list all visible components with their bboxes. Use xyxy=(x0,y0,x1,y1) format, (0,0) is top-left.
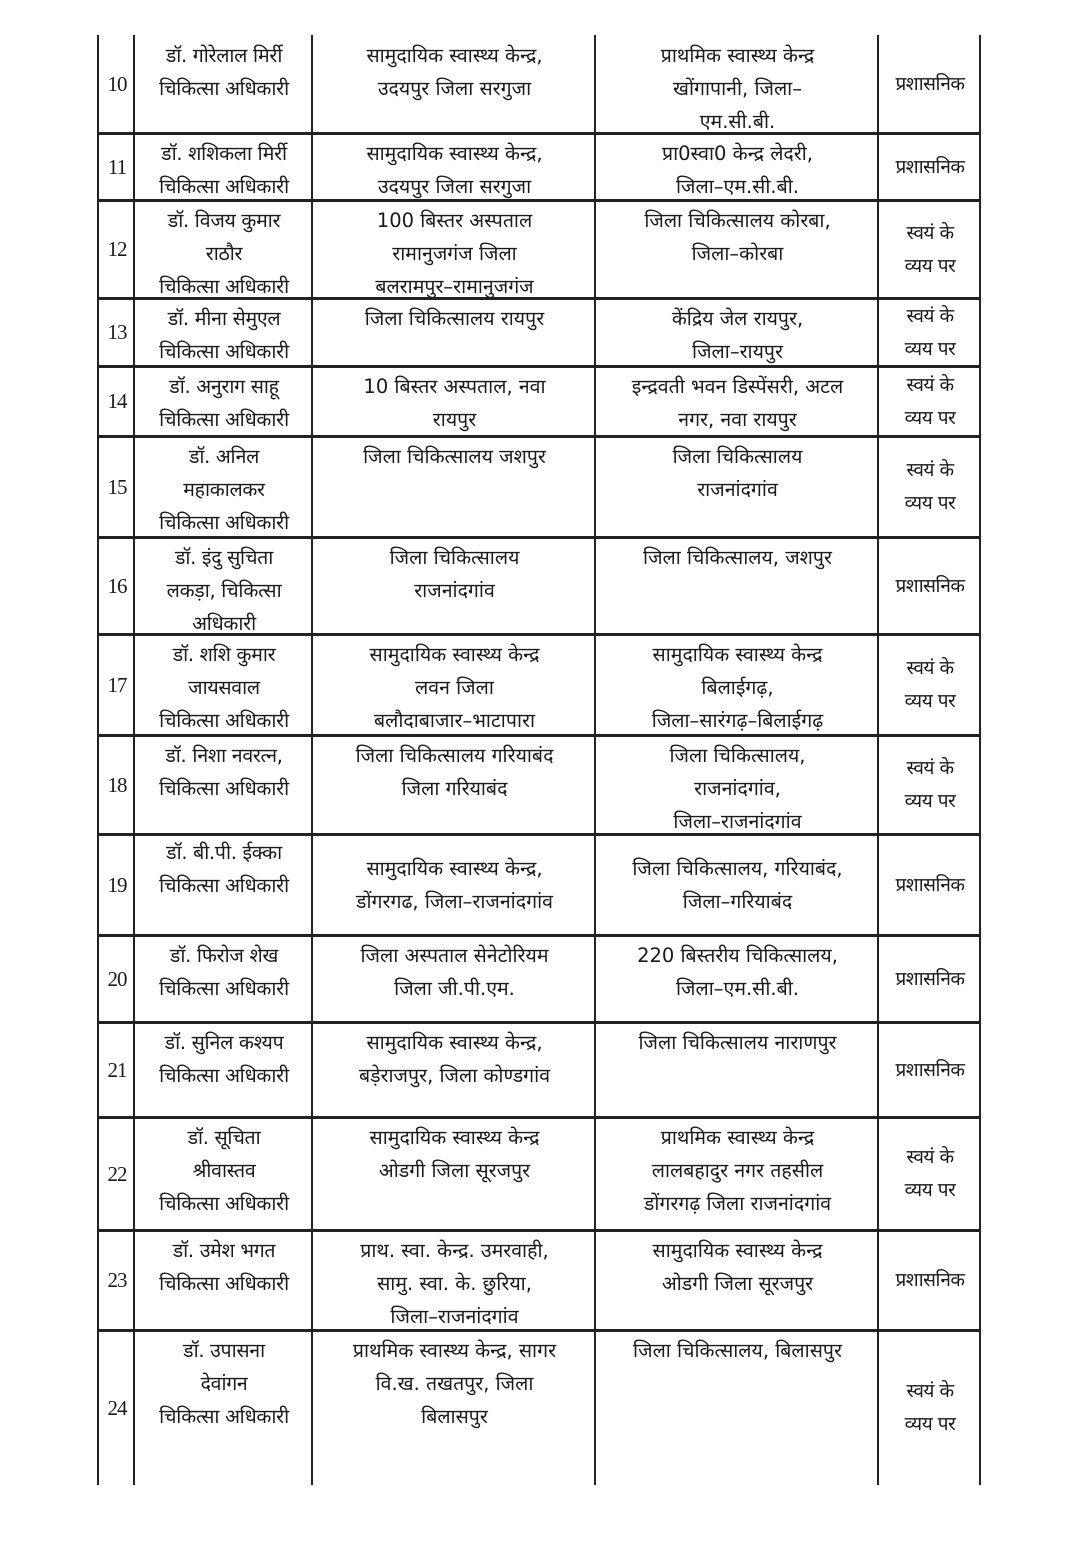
transfer-type-line: प्रशासनिक xyxy=(895,967,965,990)
new-posting-line: जिला चिकित्सालय, बिलासपुर xyxy=(633,1339,842,1362)
current-posting-line: सामुदायिक स्वास्थ्य केन्द्र xyxy=(369,643,540,666)
current-posting-line: सामुदायिक स्वास्थ्य केन्द्र xyxy=(369,1126,540,1149)
new-posting-line: एम.सी.बी. xyxy=(699,110,776,132)
serial-number: 23 xyxy=(107,1268,127,1292)
transfer-type-line: व्यय पर xyxy=(904,790,956,812)
officer-name-line: डॉ. शशि कुमार xyxy=(172,643,276,666)
transfer-type-line: व्यय पर xyxy=(904,1413,956,1435)
current-posting-line: जिला जी.पी.एम. xyxy=(394,977,515,1000)
new-posting xyxy=(597,438,878,536)
transfer-type-line: व्यय पर xyxy=(904,492,956,514)
new-posting xyxy=(597,1232,878,1329)
transfer-type xyxy=(880,539,980,633)
officer-name xyxy=(136,539,312,633)
new-posting xyxy=(597,836,878,934)
new-posting-line: जिला–राजनांदगांव xyxy=(673,810,802,833)
new-posting-line: जिला–एम.सी.बी. xyxy=(676,977,799,1000)
officer-name-line: चिकित्सा अधिकारी xyxy=(159,777,289,800)
serial-number: 20 xyxy=(107,966,127,991)
officer-name-line: डॉ. गोरेलाल मिर्री xyxy=(165,44,283,67)
current-posting-line: सामु. स्वा. के. छुरिया, xyxy=(377,1272,532,1295)
current-posting-line: बड़ेराजपुर, जिला कोण्डगांव xyxy=(358,1064,551,1087)
new-posting-line: इन्द्रवती भवन डिस्पेंसरी, अटल xyxy=(631,375,844,398)
officer-name xyxy=(136,368,312,435)
officer-name-line: श्रीवास्तव xyxy=(192,1159,256,1182)
current-posting xyxy=(314,37,595,132)
serial-number: 22 xyxy=(107,1161,127,1186)
current-posting-line: रामानुजगंज जिला xyxy=(392,242,517,265)
current-posting-line: सामुदायिक स्वास्थ्य केन्द्र, xyxy=(366,857,543,880)
current-posting-line: लवन जिला xyxy=(415,676,494,699)
officer-name-line: जायसवाल xyxy=(188,676,260,699)
current-posting xyxy=(314,300,595,365)
transfer-type-line: प्रशासनिक xyxy=(895,1058,965,1081)
new-posting-line: जिला चिकित्सालय, xyxy=(669,744,806,767)
current-posting xyxy=(314,937,595,1021)
current-posting-line: जिला अस्पताल सेनेटोरियम xyxy=(360,944,549,967)
new-posting-line: जिला–गरियाबंद xyxy=(682,890,793,913)
transfer-type-line: प्रशासनिक xyxy=(895,73,965,95)
officer-name-line: चिकित्सा अधिकारी xyxy=(159,1272,289,1295)
current-posting-line: प्राथ. स्वा. केन्द्र. उमरवाही, xyxy=(360,1239,549,1262)
officer-name xyxy=(136,37,312,132)
transfer-type xyxy=(880,1232,980,1329)
transfer-type-line: स्वयं के xyxy=(906,1146,954,1168)
officer-name-line: चिकित्सा अधिकारी xyxy=(159,275,289,297)
table-border-left xyxy=(97,35,99,1485)
officer-name-line: डॉ. सूचिता xyxy=(187,1126,261,1149)
transfer-type-line: व्यय पर xyxy=(904,690,956,712)
current-posting-line: राजनांदगांव xyxy=(414,579,495,602)
officer-name-line: चिकित्सा अधिकारी xyxy=(159,1064,289,1087)
officer-name-line: डॉ. विजय कुमार xyxy=(167,209,281,232)
current-posting-line: बिलासपुर xyxy=(421,1405,488,1428)
officer-name-line: डॉ. उमेश भगत xyxy=(172,1239,276,1262)
new-posting xyxy=(597,1332,878,1484)
current-posting xyxy=(314,1119,595,1229)
current-posting-line: 100 बिस्तर अस्पताल xyxy=(376,209,533,232)
officer-name xyxy=(136,135,312,199)
transfer-type-line: स्वयं के xyxy=(906,304,954,327)
new-posting xyxy=(597,539,878,633)
transfer-type-line: व्यय पर xyxy=(904,1179,956,1201)
current-posting-line: सामुदायिक स्वास्थ्य केन्द्र, xyxy=(366,1031,543,1054)
current-posting-line: जिला चिकित्सालय जशपुर xyxy=(363,445,546,468)
serial-number: 17 xyxy=(107,672,127,697)
officer-name-line: देवांगन xyxy=(200,1372,248,1395)
new-posting-line: जिला चिकित्सालय कोरबा, xyxy=(644,209,831,232)
officer-name-line: लकड़ा, चिकित्सा xyxy=(166,579,282,602)
officer-name xyxy=(136,937,312,1021)
officer-name-line: चिकित्सा अधिकारी xyxy=(159,977,289,1000)
new-posting-line: जिला–एम.सी.बी. xyxy=(676,175,799,198)
new-posting xyxy=(597,202,878,297)
new-posting xyxy=(597,636,878,734)
officer-name xyxy=(136,1332,312,1484)
transfer-type xyxy=(880,737,980,833)
new-posting-line: बिलाईगढ़, xyxy=(701,676,774,699)
current-posting-line: डोंगरगढ, जिला–राजनांदगांव xyxy=(356,890,553,913)
transfer-type-line: प्रशासनिक xyxy=(895,873,965,896)
current-posting-line: 10 बिस्तर अस्पताल, नवा xyxy=(363,375,546,398)
officer-name xyxy=(136,1232,312,1329)
officer-name xyxy=(136,636,312,734)
transfer-type-line: प्रशासनिक xyxy=(895,1269,965,1291)
serial-number: 13 xyxy=(107,320,127,344)
officer-name xyxy=(136,836,312,934)
officer-name xyxy=(136,438,312,536)
serial-number: 14 xyxy=(107,389,127,413)
officer-name-line: डॉ. इंदु सुचिता xyxy=(174,546,274,569)
officer-name-line: चिकित्सा अधिकारी xyxy=(159,340,289,363)
serial-number: 10 xyxy=(107,72,127,96)
new-posting-line: 220 बिस्तरीय चिकित्सालय, xyxy=(637,944,838,967)
transfer-type xyxy=(880,636,980,734)
current-posting-line: प्राथमिक स्वास्थ्य केन्द्र, सागर xyxy=(352,1339,557,1362)
officer-name-line: अधिकारी xyxy=(192,612,256,633)
transfer-type-line: स्वयं के xyxy=(906,757,954,779)
officer-name-line: चिकित्सा अधिकारी xyxy=(159,1192,289,1215)
serial-number: 18 xyxy=(107,772,127,797)
current-posting xyxy=(314,368,595,435)
officer-name-line: चिकित्सा अधिकारी xyxy=(159,77,289,100)
officer-name-line: डॉ. मीना सेमुएल xyxy=(167,307,281,330)
new-posting xyxy=(597,1119,878,1229)
current-posting-line: जिला चिकित्सालय गरियाबंद xyxy=(355,744,554,767)
current-posting-line: जिला चिकित्सालय रायपुर xyxy=(364,307,545,330)
officer-name-line: डॉ. सुनिल कश्यप xyxy=(164,1031,284,1054)
serial-number: 12 xyxy=(107,237,127,261)
current-posting-line: बलौदाबाजार–भाटापारा xyxy=(373,709,536,732)
transfer-type xyxy=(880,836,980,934)
current-posting-line: जिला चिकित्सालय xyxy=(389,546,520,569)
transfer-type-line: व्यय पर xyxy=(904,337,956,360)
current-posting xyxy=(314,636,595,734)
serial-number: 21 xyxy=(107,1057,127,1082)
transfer-type xyxy=(880,937,980,1021)
current-posting-line: वि.ख. तखतपुर, जिला xyxy=(375,1372,534,1395)
officer-name xyxy=(136,1024,312,1116)
officer-name-line: चिकित्सा अधिकारी xyxy=(159,511,289,534)
new-posting-line: ओडगी जिला सूरजपुर xyxy=(661,1272,814,1295)
officer-name xyxy=(136,737,312,833)
transfer-type xyxy=(880,1332,980,1484)
new-posting xyxy=(597,1024,878,1116)
new-posting xyxy=(597,368,878,435)
current-posting-line: जिला गरियाबंद xyxy=(401,777,508,800)
officer-name-line: चिकित्सा अधिकारी xyxy=(159,175,289,198)
new-posting-line: लालबहादुर नगर तहसील xyxy=(651,1159,824,1182)
new-posting-line: जिला–सारंगढ़–बिलाईगढ़ xyxy=(651,709,824,732)
new-posting-line: नगर, नवा रायपुर xyxy=(678,408,797,431)
officer-name-line: चिकित्सा अधिकारी xyxy=(159,874,289,897)
transfer-type-line: स्वयं के xyxy=(906,1380,954,1402)
transfer-type-line: व्यय पर xyxy=(904,406,956,429)
new-posting-line: जिला चिकित्सालय, जशपुर xyxy=(643,546,832,569)
officer-name-line: डॉ. फिरोज शेख xyxy=(169,944,279,967)
transfer-type xyxy=(880,1119,980,1229)
serial-number: 11 xyxy=(107,154,127,179)
officer-name-line: डॉ. शशिकला मिर्री xyxy=(161,142,287,165)
current-posting-line: उदयपुर जिला सरगुजा xyxy=(377,77,532,100)
current-posting-line: सामुदायिक स्वास्थ्य केन्द्र, xyxy=(366,44,543,67)
new-posting-line: डोंगरगढ़ जिला राजनांदगांव xyxy=(643,1192,832,1215)
officer-name-line: डॉ. बी.पी. ईक्का xyxy=(166,841,282,864)
new-posting-line: जिला–कोरबा xyxy=(691,242,784,265)
new-posting-line: राजनांदगांव, xyxy=(694,777,781,800)
transfer-type xyxy=(880,368,980,435)
current-posting xyxy=(314,135,595,199)
transfer-type-line: स्वयं के xyxy=(906,373,954,396)
transfer-type xyxy=(880,300,980,365)
current-posting xyxy=(314,202,595,297)
current-posting xyxy=(314,1024,595,1116)
officer-name-line: महाकालकर xyxy=(183,478,265,501)
new-posting-line: जिला चिकित्सालय xyxy=(672,445,803,468)
serial-number: 15 xyxy=(107,474,127,499)
serial-number: 19 xyxy=(107,872,127,897)
officer-name-line: चिकित्सा अधिकारी xyxy=(159,1405,289,1428)
current-posting xyxy=(314,539,595,633)
transfer-type-line: स्वयं के xyxy=(906,657,954,679)
transfer-type-line: व्यय पर xyxy=(904,254,956,277)
current-posting xyxy=(314,1332,595,1484)
new-posting-line: प्राथमिक स्वास्थ्य केन्द्र xyxy=(660,44,815,67)
new-posting-line: जिला–रायपुर xyxy=(692,340,783,363)
new-posting xyxy=(597,937,878,1021)
transfer-type xyxy=(880,37,980,132)
new-posting xyxy=(597,37,878,132)
transfer-type xyxy=(880,135,980,199)
transfer-type-line: प्रशासनिक xyxy=(895,574,965,597)
new-posting xyxy=(597,737,878,833)
transfer-type xyxy=(880,202,980,297)
officer-name-line: डॉ. उपासना xyxy=(183,1339,265,1362)
transfer-type xyxy=(880,438,980,536)
transfer-type-line: प्रशासनिक xyxy=(895,155,965,178)
current-posting xyxy=(314,737,595,833)
new-posting-line: सामुदायिक स्वास्थ्य केन्द्र xyxy=(652,1239,823,1262)
current-posting xyxy=(314,1232,595,1329)
transfer-type xyxy=(880,1024,980,1116)
serial-number: 24 xyxy=(107,1395,127,1420)
new-posting-line: राजनांदगांव xyxy=(697,478,778,501)
new-posting-line: प्रा0स्वा0 केन्द्र लेदरी, xyxy=(662,142,813,165)
transfer-type-line: स्वयं के xyxy=(906,459,954,481)
current-posting-line: बलरामपुर–रामानुजगंज xyxy=(375,275,534,297)
new-posting-line: प्राथमिक स्वास्थ्य केन्द्र xyxy=(660,1126,815,1149)
transfer-type-line: स्वयं के xyxy=(906,221,954,244)
new-posting-line: सामुदायिक स्वास्थ्य केन्द्र xyxy=(652,643,823,666)
current-posting-line: रायपुर xyxy=(432,408,477,431)
officer-name xyxy=(136,1119,312,1229)
current-posting-line: सामुदायिक स्वास्थ्य केन्द्र, xyxy=(366,142,543,165)
officer-name xyxy=(136,300,312,365)
current-posting-line: जिला–राजनांदगांव xyxy=(390,1305,519,1328)
officer-name xyxy=(136,202,312,297)
new-posting xyxy=(597,300,878,365)
officer-name-line: चिकित्सा अधिकारी xyxy=(159,709,289,732)
new-posting-line: जिला चिकित्सालय नाराणपुर xyxy=(638,1031,837,1054)
new-posting xyxy=(597,135,878,199)
new-posting-line: जिला चिकित्सालय, गरियाबंद, xyxy=(632,857,843,880)
officer-name-line: राठौर xyxy=(205,242,243,265)
current-posting-line: ओडगी जिला सूरजपुर xyxy=(378,1159,531,1182)
new-posting-line: केंद्रिय जेल रायपुर, xyxy=(671,307,804,330)
officer-name-line: चिकित्सा अधिकारी xyxy=(159,408,289,431)
current-posting xyxy=(314,836,595,934)
current-posting-line: उदयपुर जिला सरगुजा xyxy=(377,175,532,198)
new-posting-line: खोंगापानी, जिला– xyxy=(673,77,802,100)
officer-name-line: डॉ. अनुराग साहू xyxy=(169,375,279,398)
officer-name-line: डॉ. अनिल xyxy=(188,445,260,468)
serial-number: 16 xyxy=(107,573,127,598)
officer-name-line: डॉ. निशा नवरत्न, xyxy=(165,744,283,767)
current-posting xyxy=(314,438,595,536)
